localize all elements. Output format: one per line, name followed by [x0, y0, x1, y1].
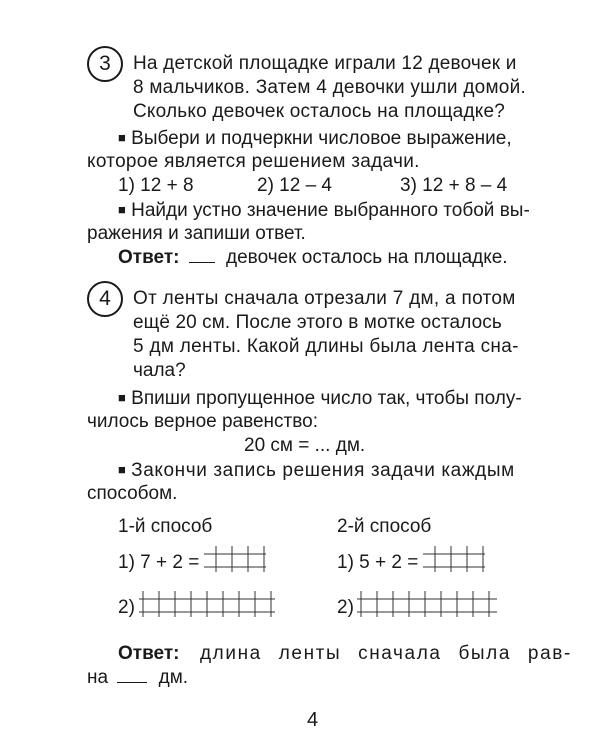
task-4-answer-line-2: [87, 666, 188, 690]
task-4-bullet-2: [118, 458, 515, 483]
method-2-step-2-answer-grid[interactable]: [357, 591, 497, 617]
task-4-answer-line-1: длина ленты сначала была рав-: [200, 643, 572, 664]
task-3-text-line-1: На детской площадке играли 12 девочек и: [133, 53, 517, 74]
task-4-bullet-2-line-1: Закончи запись решения задачи каждым: [131, 460, 515, 481]
task-3-answer-text: девочек осталось на площадке.: [226, 247, 508, 268]
method-2-step-1-answer-grid[interactable]: [423, 546, 485, 572]
task-4-equation: 20 см = ... дм.: [244, 435, 366, 456]
task-4-number: 4: [87, 281, 123, 317]
task-3-text-line-2: 8 мальчиков. Затем 4 девочки ушли домой.: [133, 77, 526, 98]
bullet-square-icon: ■: [118, 390, 126, 405]
task-4-bullet-1: [118, 386, 522, 411]
method-1-step-2: 2): [118, 597, 135, 618]
task-3-bullet-1-line-2: которое является решением задачи.: [87, 151, 420, 172]
task-3-text-line-3: Сколько девочек осталось на площадке?: [133, 101, 505, 122]
task-3-bullet-2-line-2: ражения и запиши ответ.: [87, 223, 306, 244]
method-2-title: 2-й способ: [337, 516, 432, 537]
bullet-square-icon: ■: [118, 130, 126, 145]
method-1-step-1: 1) 7 + 2 =: [118, 552, 200, 573]
task-4-answer-blank[interactable]: [117, 682, 147, 683]
task-4-bullet-2-line-2: способом.: [87, 483, 178, 504]
task-4-text-line-4: чала?: [133, 360, 186, 381]
task-3-option-3: 3) 12 + 8 – 4: [400, 175, 508, 196]
task-3-option-1: 1) 12 + 8: [118, 175, 194, 196]
task-3-answer: [118, 246, 508, 270]
bullet-square-icon: ■: [118, 462, 126, 477]
task-4-text-line-3: 5 дм ленты. Какой длины была лента сна-: [133, 336, 519, 357]
task-4-answer-prefix: на: [87, 667, 109, 688]
task-3-bullet-2-line-1: Найди устно значение выбранного тобой вы-: [131, 200, 530, 221]
method-1-step-1-answer-grid[interactable]: [204, 546, 266, 572]
task-4-text-line-2: ещё 20 см. После этого в мотке осталось: [133, 312, 502, 333]
bullet-square-icon: ■: [118, 202, 126, 217]
task-3-bullet-1: [118, 126, 512, 151]
method-2-step-2: 2): [337, 597, 354, 618]
task-3-option-2: 2) 12 – 4: [257, 175, 332, 196]
task-4-answer-suffix: дм.: [158, 667, 189, 688]
method-2-step-1: 1) 5 + 2 =: [337, 552, 419, 573]
method-1-step-2-answer-grid[interactable]: [139, 591, 275, 617]
task-3-bullet-1-line-1: Выбери и подчеркни числовое выражение,: [131, 128, 512, 149]
task-4-answer-label: Ответ:: [118, 643, 180, 664]
task-3-answer-blank[interactable]: [189, 262, 215, 263]
task-4-bullet-1-line-1: Впиши пропущенное число так, чтобы полу-: [131, 388, 522, 409]
method-1-title: 1-й способ: [118, 516, 213, 537]
page-number: 4: [307, 709, 319, 731]
task-4-text-line-1: От ленты сначала отрезали 7 дм, а потом: [133, 288, 516, 309]
task-3-number: 3: [87, 46, 123, 82]
task-3-bullet-2: [118, 198, 530, 223]
task-4-bullet-1-line-2: чилось верное равенство:: [87, 411, 318, 432]
task-3-answer-label: Ответ:: [118, 247, 180, 268]
